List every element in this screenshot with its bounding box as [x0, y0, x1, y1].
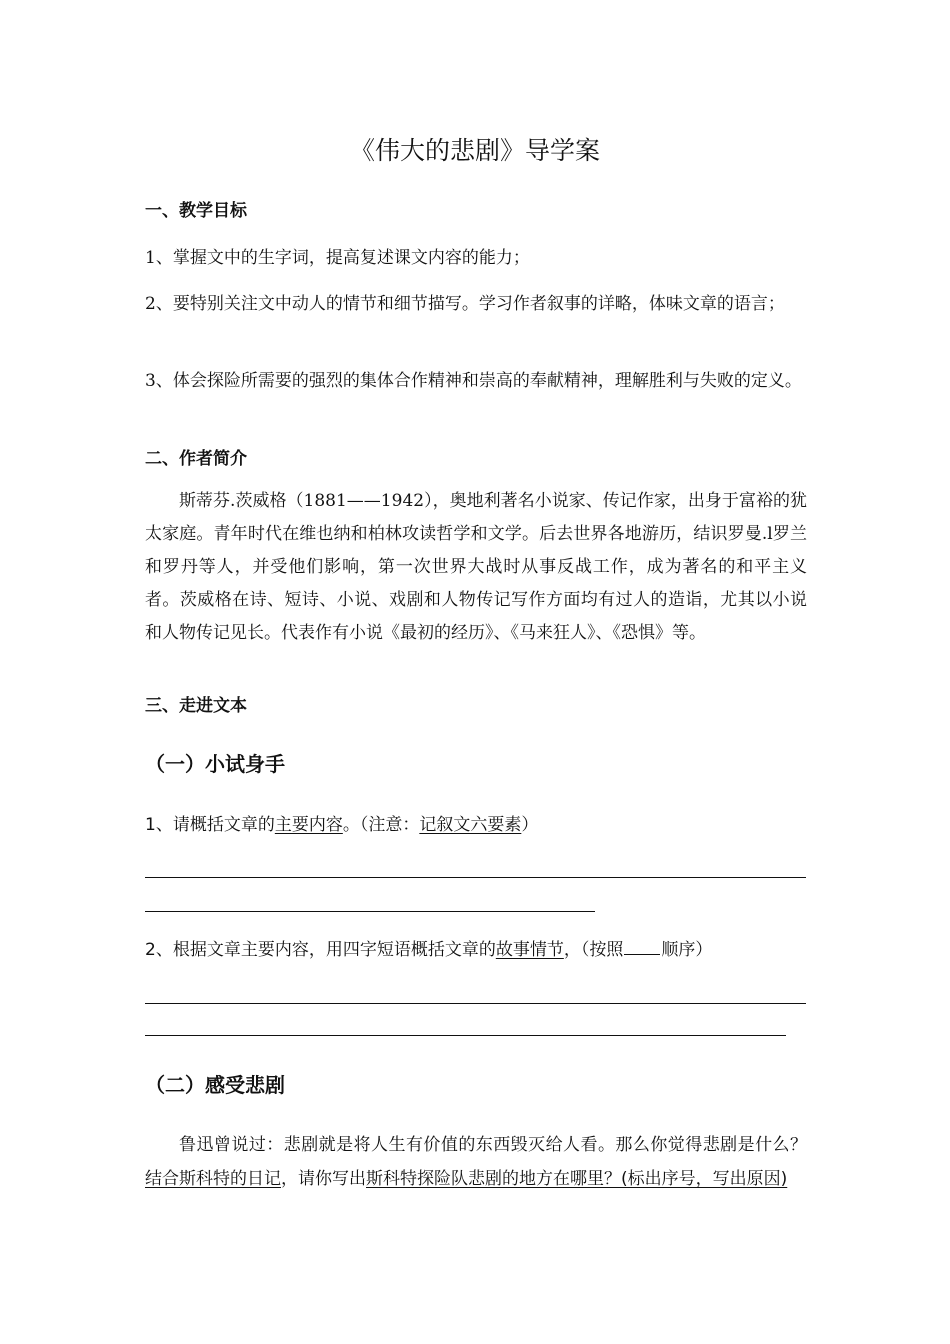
tragedy-paragraph	[145, 1128, 807, 1196]
goal-item-2: 2、要特别关注文中动人的情节和细节描写。学习作者叙事的详略，体味文章的语言；	[145, 294, 785, 314]
section-heading-author-intro: 二、作者简介	[145, 449, 247, 469]
tragedy-underline-question: 斯科特探险队悲剧的地方在哪里？(标出序号，写出原因)	[366, 1169, 788, 1189]
tragedy-text-b: ，请你写出	[281, 1169, 366, 1189]
page-title: 《伟大的悲剧》导学案	[349, 136, 600, 165]
subsection-heading-tragedy: （二）感受悲剧	[145, 1073, 285, 1097]
answer-line-1a[interactable]	[145, 877, 806, 878]
section-heading-into-text: 三、走进文本	[145, 696, 247, 716]
answer-line-1b[interactable]	[145, 911, 595, 912]
question-2-prefix: 2、根据文章主要内容，用四字短语概括文章的	[145, 940, 496, 960]
answer-line-2a[interactable]	[145, 1003, 806, 1004]
question-2-mid: ，（按照	[563, 940, 624, 960]
question-2	[145, 933, 807, 967]
question-1	[145, 808, 807, 842]
goal-item-1: 1、掌握文中的生字词，提高复述课文内容的能力；	[145, 248, 530, 268]
goal-item-3: 3、体会探险所需要的强烈的集体合作精神和崇高的奉献精神，理解胜利与失败的定义。	[145, 371, 802, 391]
question-1-underline-six-elements: 记叙文六要素	[419, 815, 522, 835]
author-intro-paragraph: 斯蒂芬.茨威格（1881——1942），奥地利著名小说家、传记作家，出身于富裕的犹太家庭。青年时代在维也纳和柏林攻读哲学和文学。后去世界各地游历，结识罗曼.l罗兰和罗丹等人，并受他们影响，第一次世界大战时从事反战工作，成为著名的和平主义者。茨威格在诗、短诗、小说、戏剧和人物传记写作方面均有过人的造诣，尤其以小说和人物传记见长。代表作有小说《最初的经历》、《马来狂人》、《恐惧》等。	[145, 491, 807, 643]
section-heading-teaching-goals: 一、教学目标	[145, 201, 247, 221]
question-1-mid: 。（注意：	[342, 815, 420, 835]
question-1-underline-main-content: 主要内容	[274, 815, 343, 835]
answer-line-2b[interactable]	[145, 1035, 786, 1036]
question-1-prefix: 1、请概括文章的	[145, 815, 275, 835]
question-1-suffix: ）	[521, 815, 539, 835]
subsection-heading-practice: （一）小试身手	[145, 752, 285, 776]
tragedy-underline-diary: 结合斯科特的日记	[145, 1169, 281, 1189]
question-2-suffix: 顺序）	[661, 940, 713, 960]
tragedy-text-a: 鲁迅曾说过：悲剧就是将人生有价值的东西毁灭给人看。那么你觉得悲剧是什么？	[179, 1135, 807, 1155]
question-2-underline-plot: 故事情节	[495, 940, 564, 960]
order-blank[interactable]	[624, 938, 660, 955]
